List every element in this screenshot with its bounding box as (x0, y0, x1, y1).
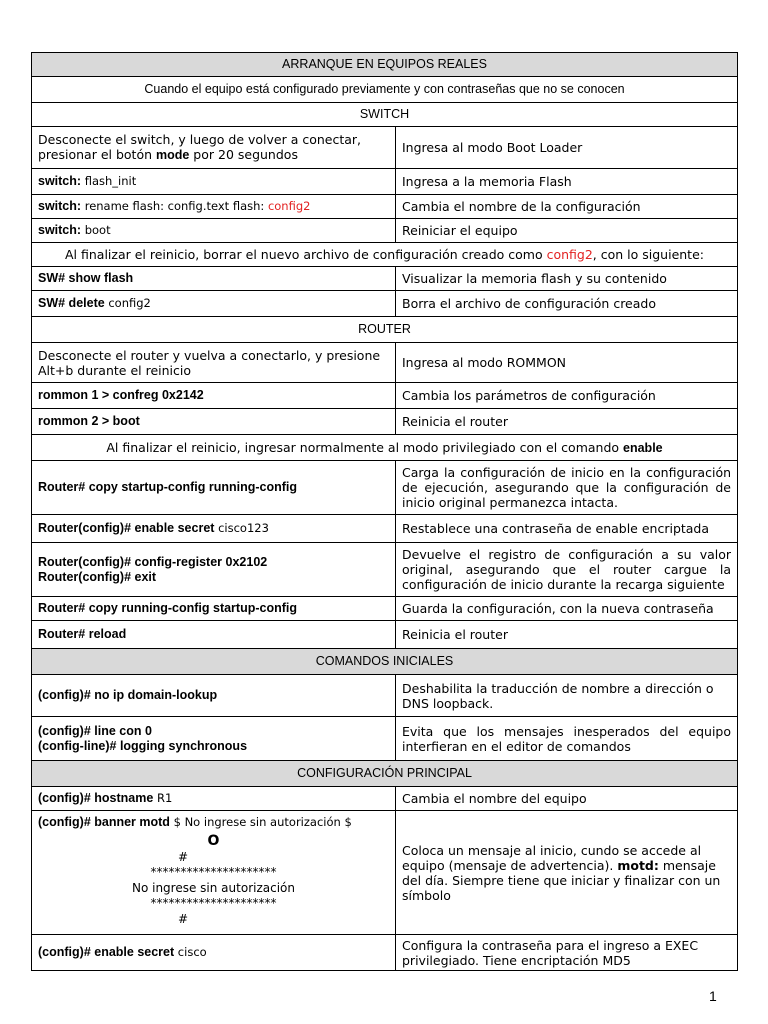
document-title: ARRANQUE EN EQUIPOS REALES (32, 53, 738, 77)
main-row-2-command: (config)# banner motd $ No ingrese sin autorización $ O # ********************* No ingrese sin autorización ********************* # (32, 811, 396, 935)
router-row-3-command: rommon 2 > boot (32, 409, 396, 435)
switch-row-5-command: SW# show flash (32, 267, 396, 291)
initial-row-2-description: Evita que los mensajes inesperados del equipo interfieran en el editor de comandos (396, 717, 738, 761)
router-row-6-description: Devuelve el registro de configuración a su valor original, asegurando que el router cargue la configuración de inicio durante la recarga siguiente (396, 543, 738, 597)
switch-row-5-description: Visualizar la memoria flash y su contenido (396, 267, 738, 291)
main-row-3-command: (config)# enable secret cisco (32, 935, 396, 971)
main-row-3-description: Configura la contraseña para el ingreso a EXEC privilegiado. Tiene encriptación MD5 (396, 935, 738, 971)
banner-message: No ingrese sin autorización (131, 880, 295, 895)
router-row-8-command: Router# reload (32, 621, 396, 649)
reference-table (31, 52, 738, 971)
banner-example (38, 830, 389, 927)
router-row-2-command: rommon 1 > confreg 0x2142 (32, 383, 396, 409)
banner-delimiter-start: # (178, 849, 189, 864)
section-heading-router: ROUTER (32, 317, 738, 343)
initial-row-1-description: Deshabilita la traducción de nombre a dirección o DNS loopback. (396, 675, 738, 717)
initial-row-1-command: (config)# no ip domain-lookup (32, 675, 396, 717)
router-note: Al finalizar el reinicio, ingresar normalmente al modo privilegiado con el comando enable (32, 435, 738, 461)
section-heading-main: CONFIGURACIÓN PRINCIPAL (32, 761, 738, 787)
page-number: 1 (709, 988, 717, 1004)
switch-row-4-command: switch: boot (32, 219, 396, 243)
router-row-4-description: Carga la configuración de inicio en la configuración de ejecución, asegurando que la configuración de inicio original permanezca intacta. (396, 461, 738, 515)
banner-or: O (207, 833, 220, 849)
intro-text: Cuando el equipo está configurado previamente y con contraseñas que no se conocen (32, 77, 738, 103)
section-heading-switch: SWITCH (32, 103, 738, 127)
router-row-7-description: Guarda la configuración, con la nueva contraseña (396, 597, 738, 621)
banner-stars-bottom: ********************* (150, 896, 277, 910)
router-row-2-description: Cambia los parámetros de configuración (396, 383, 738, 409)
router-row-7-command: Router# copy running-config startup-config (32, 597, 396, 621)
switch-row-4-description: Reiniciar el equipo (396, 219, 738, 243)
switch-row-1-description: Ingresa al modo Boot Loader (396, 127, 738, 169)
main-row-1-description: Cambia el nombre del equipo (396, 787, 738, 811)
router-row-8-description: Reinicia el router (396, 621, 738, 649)
section-heading-initial: COMANDOS INICIALES (32, 649, 738, 675)
router-row-3-description: Reinicia el router (396, 409, 738, 435)
router-row-6-command: Router(config)# config-register 0x2102 Router(config)# exit (32, 543, 396, 597)
switch-row-3-description: Cambia el nombre de la configuración (396, 195, 738, 219)
router-row-1-command: Desconecte el router y vuelva a conectarlo, y presione Alt+b durante el reinicio (32, 343, 396, 383)
switch-row-2-description: Ingresa a la memoria Flash (396, 169, 738, 195)
router-row-1-description: Ingresa al modo ROMMON (396, 343, 738, 383)
initial-row-2-command: (config)# line con 0 (config-line)# logging synchronous (32, 717, 396, 761)
switch-row-6-command: SW# delete config2 (32, 291, 396, 317)
router-row-5-description: Restablece una contraseña de enable encriptada (396, 515, 738, 543)
switch-row-1-command: Desconecte el switch, y luego de volver a conectar, presionar el botón mode por 20 segundos (32, 127, 396, 169)
switch-row-3-command: switch: rename flash: config.text flash: config2 (32, 195, 396, 219)
main-row-2-description: Coloca un mensaje al inicio, cundo se accede al equipo (mensaje de advertencia). motd: mensaje del día. Siempre tiene que iniciar y finalizar con un símbolo (396, 811, 738, 935)
switch-row-6-description: Borra el archivo de configuración creado (396, 291, 738, 317)
switch-row-2-command: switch: flash_init (32, 169, 396, 195)
banner-delimiter-end: # (178, 911, 189, 926)
router-row-5-command: Router(config)# enable secret cisco123 (32, 515, 396, 543)
switch-note: Al finalizar el reinicio, borrar el nuevo archivo de configuración creado como config2, con lo siguiente: (32, 243, 738, 267)
router-row-4-command: Router# copy startup-config running-config (32, 461, 396, 515)
main-row-1-command: (config)# hostname R1 (32, 787, 396, 811)
banner-stars-top: ********************* (150, 865, 277, 879)
